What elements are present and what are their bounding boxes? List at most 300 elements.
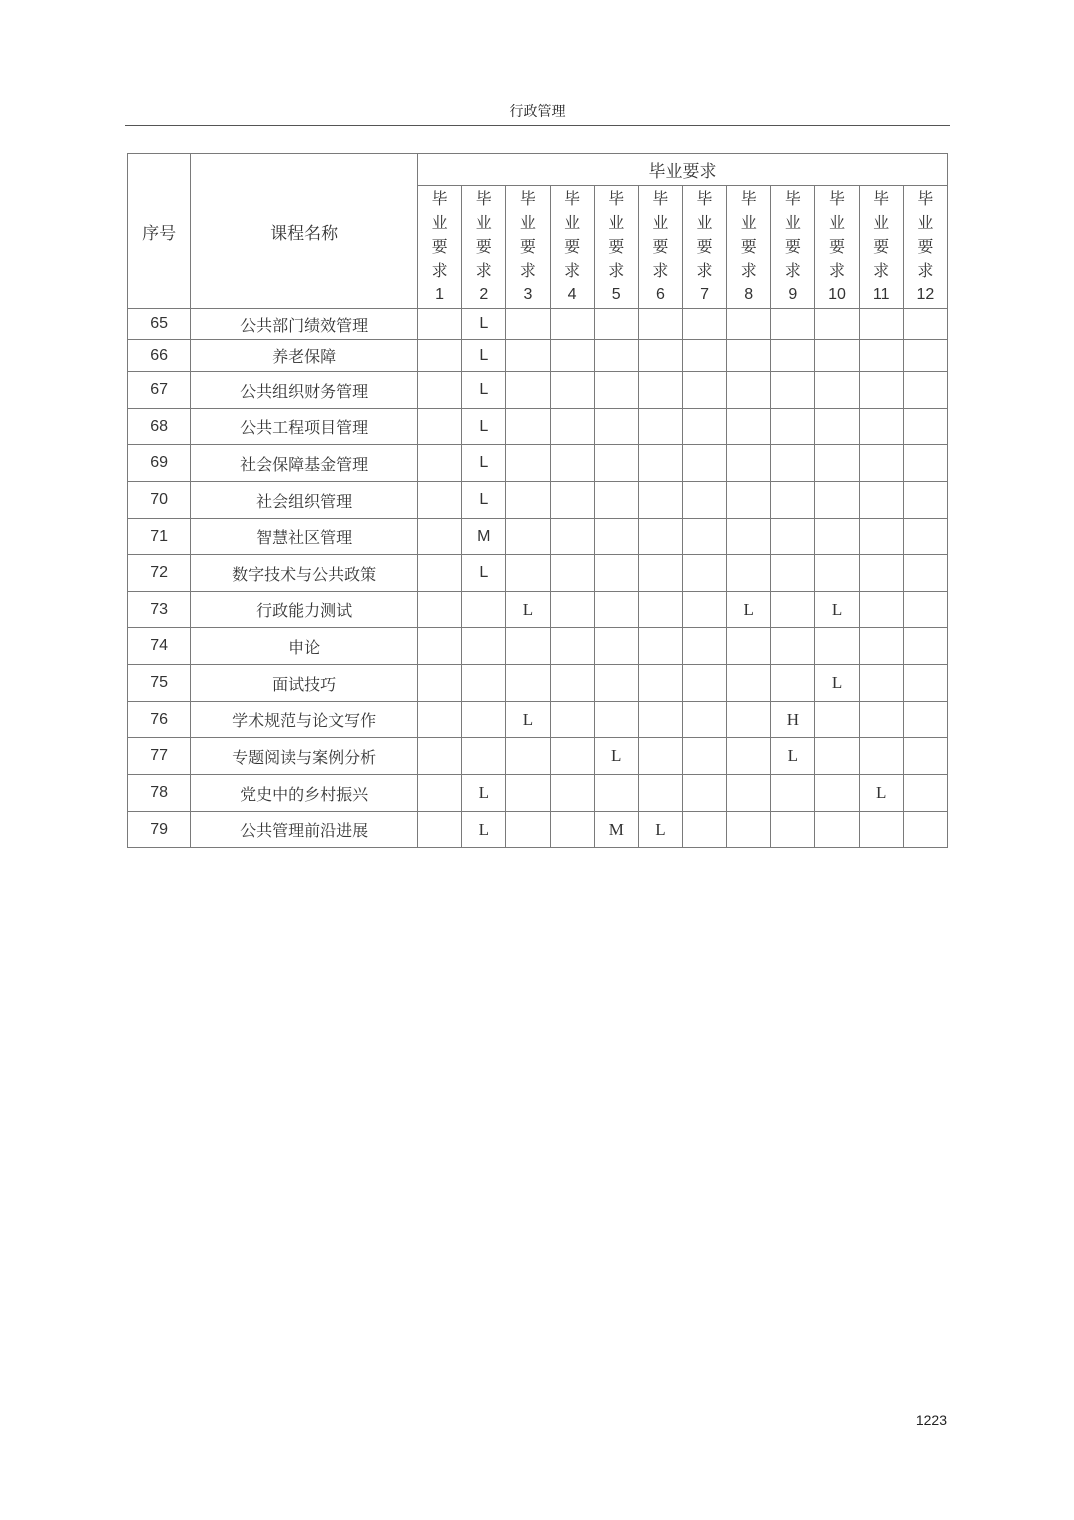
support-level-cell [418, 482, 462, 519]
page-number: 1223 [915, 1412, 947, 1428]
support-level-cell [550, 409, 594, 445]
course-name: 数字技术与公共政策 [191, 555, 418, 592]
support-level-cell [815, 738, 859, 775]
support-level-cell [903, 482, 947, 519]
support-level-cell [418, 555, 462, 592]
support-level-cell [550, 372, 594, 409]
support-level-cell [771, 309, 815, 340]
course-name: 行政能力测试 [191, 592, 418, 628]
support-level-cell [506, 812, 550, 848]
support-level-cell [771, 775, 815, 812]
row-index: 70 [128, 482, 191, 519]
support-level-cell: M [462, 519, 506, 555]
support-level-cell [903, 372, 947, 409]
support-level-cell [418, 340, 462, 372]
support-level-cell [903, 555, 947, 592]
course-name: 专题阅读与案例分析 [191, 738, 418, 775]
support-level-cell [859, 445, 903, 482]
requirement-number: 1 [435, 286, 445, 303]
support-level-cell: L [594, 738, 638, 775]
course-name: 申论 [191, 628, 418, 665]
support-level-cell [506, 309, 550, 340]
support-level-cell [638, 482, 682, 519]
support-level-cell [462, 592, 506, 628]
support-level-cell: L [462, 372, 506, 409]
requirement-label-char: 要 [519, 237, 536, 256]
support-level-cell [638, 592, 682, 628]
document-title: 行政管理 [509, 104, 566, 120]
support-level-cell [462, 628, 506, 665]
support-level-cell [771, 555, 815, 592]
support-level-cell [727, 702, 771, 738]
header-requirement-1 [418, 186, 462, 309]
support-level-cell [462, 738, 506, 775]
requirement-label-char: 毕 [696, 189, 713, 208]
support-level-cell [682, 665, 726, 702]
header-requirement-4 [550, 186, 594, 309]
requirement-label-char: 业 [564, 213, 581, 232]
support-level-cell: L [462, 340, 506, 372]
support-level-cell [594, 775, 638, 812]
support-level-cell [727, 309, 771, 340]
requirement-label-char: 业 [519, 213, 536, 232]
support-level-cell [815, 555, 859, 592]
table-row [128, 482, 948, 519]
support-level-cell [550, 775, 594, 812]
support-level-cell [550, 738, 594, 775]
course-name: 社会保障基金管理 [191, 445, 418, 482]
header-requirement-5 [594, 186, 638, 309]
support-level-cell: L [462, 555, 506, 592]
support-level-cell [859, 812, 903, 848]
requirement-label-char: 要 [696, 237, 713, 256]
support-level-cell [506, 775, 550, 812]
requirement-label-char: 要 [475, 237, 492, 256]
support-level-cell [550, 628, 594, 665]
support-level-cell: L [815, 592, 859, 628]
requirement-number: 8 [744, 286, 754, 303]
support-level-cell [506, 738, 550, 775]
support-level-cell [682, 482, 726, 519]
table-row [128, 372, 948, 409]
support-level-cell [859, 702, 903, 738]
support-level-cell [638, 738, 682, 775]
support-level-cell [594, 702, 638, 738]
header-index: 序号 [128, 154, 191, 309]
support-level-cell [815, 482, 859, 519]
support-level-cell [682, 309, 726, 340]
support-level-cell: L [462, 445, 506, 482]
support-level-cell [594, 445, 638, 482]
support-level-cell [815, 445, 859, 482]
support-level-cell: L [815, 665, 859, 702]
support-level-cell [594, 555, 638, 592]
support-level-cell [859, 372, 903, 409]
support-level-cell [638, 775, 682, 812]
support-level-cell [638, 445, 682, 482]
support-level-cell [859, 592, 903, 628]
support-level-cell [859, 409, 903, 445]
support-level-cell [859, 482, 903, 519]
requirement-label-char: 求 [475, 261, 492, 280]
requirement-number: 12 [916, 286, 935, 303]
support-level-cell [682, 775, 726, 812]
support-level-cell [638, 702, 682, 738]
requirement-label-char: 业 [475, 213, 492, 232]
row-index: 65 [128, 309, 191, 340]
requirement-label-char: 业 [652, 213, 669, 232]
support-level-cell [594, 519, 638, 555]
header-requirement-7 [682, 186, 726, 309]
support-level-cell [682, 738, 726, 775]
requirement-number: 4 [567, 286, 577, 303]
requirement-label-char: 毕 [652, 189, 669, 208]
support-level-cell [462, 702, 506, 738]
support-level-cell [771, 628, 815, 665]
support-level-cell: L [771, 738, 815, 775]
support-level-cell [594, 340, 638, 372]
course-name: 学术规范与论文写作 [191, 702, 418, 738]
requirement-label-char: 业 [740, 213, 757, 232]
requirement-label-char: 求 [608, 261, 625, 280]
support-level-cell [903, 409, 947, 445]
requirement-number: 5 [611, 286, 621, 303]
header-course-name: 课程名称 [191, 154, 418, 309]
support-level-cell: L [462, 309, 506, 340]
support-level-cell [727, 372, 771, 409]
header-graduation-requirements: 毕业要求 [418, 154, 948, 186]
support-level-cell [550, 812, 594, 848]
requirement-label-char: 求 [784, 261, 801, 280]
support-level-cell [638, 309, 682, 340]
support-level-cell [550, 340, 594, 372]
requirement-label-char: 业 [873, 213, 890, 232]
course-name: 公共工程项目管理 [191, 409, 418, 445]
requirement-label-char: 业 [608, 213, 625, 232]
support-level-cell [594, 409, 638, 445]
support-level-cell [771, 482, 815, 519]
requirement-label-char: 毕 [784, 189, 801, 208]
requirement-label-char: 要 [784, 237, 801, 256]
support-level-cell [418, 309, 462, 340]
support-level-cell: H [771, 702, 815, 738]
support-level-cell [903, 702, 947, 738]
table-row [128, 445, 948, 482]
support-level-cell [418, 738, 462, 775]
requirement-label-char: 毕 [475, 189, 492, 208]
support-level-cell [418, 445, 462, 482]
support-level-cell [815, 309, 859, 340]
table-row [128, 702, 948, 738]
support-level-cell [506, 665, 550, 702]
course-name: 公共部门绩效管理 [191, 309, 418, 340]
requirement-label-char: 要 [608, 237, 625, 256]
support-level-cell [727, 775, 771, 812]
requirement-label-char: 求 [696, 261, 713, 280]
header-requirement-6 [638, 186, 682, 309]
support-level-cell [682, 628, 726, 665]
support-level-cell [550, 445, 594, 482]
table-row [128, 738, 948, 775]
table-row [128, 665, 948, 702]
support-level-cell [550, 665, 594, 702]
support-level-cell [594, 665, 638, 702]
requirement-label-char: 毕 [564, 189, 581, 208]
support-level-cell [506, 555, 550, 592]
requirement-label-char: 求 [519, 261, 536, 280]
support-level-cell [815, 372, 859, 409]
course-name: 公共组织财务管理 [191, 372, 418, 409]
header-requirement-12 [903, 186, 947, 309]
support-level-cell [682, 702, 726, 738]
table-row [128, 555, 948, 592]
row-index: 68 [128, 409, 191, 445]
support-level-cell [903, 665, 947, 702]
header-requirement-11 [859, 186, 903, 309]
support-level-cell [506, 628, 550, 665]
support-level-cell [815, 409, 859, 445]
support-level-cell [815, 519, 859, 555]
support-level-cell [418, 775, 462, 812]
row-index: 75 [128, 665, 191, 702]
table-row [128, 309, 948, 340]
support-level-cell [859, 519, 903, 555]
support-level-cell [727, 519, 771, 555]
support-level-cell [506, 519, 550, 555]
support-level-cell [815, 702, 859, 738]
support-level-cell [771, 812, 815, 848]
requirement-label-char: 要 [431, 237, 448, 256]
support-level-cell [682, 592, 726, 628]
support-level-cell [418, 519, 462, 555]
support-level-cell [815, 340, 859, 372]
row-index: 78 [128, 775, 191, 812]
support-level-cell [550, 482, 594, 519]
header-requirement-10 [815, 186, 859, 309]
support-level-cell [771, 340, 815, 372]
support-level-cell [903, 628, 947, 665]
support-level-cell: L [462, 409, 506, 445]
course-name: 面试技巧 [191, 665, 418, 702]
support-level-cell [903, 445, 947, 482]
course-name: 社会组织管理 [191, 482, 418, 519]
support-level-cell [859, 555, 903, 592]
row-index: 77 [128, 738, 191, 775]
support-level-cell [418, 665, 462, 702]
support-level-cell [859, 340, 903, 372]
support-level-cell [550, 702, 594, 738]
table-row [128, 409, 948, 445]
support-level-cell [594, 309, 638, 340]
requirement-number: 9 [788, 286, 798, 303]
support-level-cell [682, 555, 726, 592]
requirement-label-char: 毕 [917, 189, 934, 208]
support-level-cell [506, 482, 550, 519]
support-level-cell [638, 665, 682, 702]
support-level-cell [594, 592, 638, 628]
support-level-cell [771, 372, 815, 409]
support-level-cell [682, 372, 726, 409]
support-level-cell [859, 665, 903, 702]
support-level-cell [727, 555, 771, 592]
row-index: 73 [128, 592, 191, 628]
requirement-label-char: 求 [873, 261, 890, 280]
support-level-cell [418, 628, 462, 665]
support-level-cell [418, 812, 462, 848]
support-level-cell [506, 445, 550, 482]
support-level-cell [727, 812, 771, 848]
support-level-cell [859, 309, 903, 340]
header-requirement-2 [462, 186, 506, 309]
support-level-cell [506, 340, 550, 372]
support-level-cell [903, 738, 947, 775]
support-level-cell [550, 555, 594, 592]
requirement-number: 2 [479, 286, 489, 303]
requirement-label-char: 求 [917, 261, 934, 280]
support-level-cell [771, 592, 815, 628]
support-level-cell [682, 340, 726, 372]
row-index: 79 [128, 812, 191, 848]
support-level-cell [815, 628, 859, 665]
support-level-cell [859, 628, 903, 665]
course-name: 智慧社区管理 [191, 519, 418, 555]
course-name: 公共管理前沿进展 [191, 812, 418, 848]
support-level-cell: L [506, 702, 550, 738]
table-row [128, 519, 948, 555]
requirement-label-char: 要 [652, 237, 669, 256]
row-index: 74 [128, 628, 191, 665]
support-level-cell [727, 738, 771, 775]
course-requirement-matrix [127, 153, 948, 848]
requirement-label-char: 要 [564, 237, 581, 256]
table-row [128, 812, 948, 848]
requirement-label-char: 求 [564, 261, 581, 280]
support-level-cell [682, 519, 726, 555]
table-row [128, 628, 948, 665]
support-level-cell [550, 309, 594, 340]
support-level-cell [815, 775, 859, 812]
requirement-number: 6 [655, 286, 665, 303]
requirement-label-char: 业 [917, 213, 934, 232]
requirement-label-char: 要 [829, 237, 846, 256]
support-level-cell [506, 372, 550, 409]
requirement-label-char: 毕 [519, 189, 536, 208]
support-level-cell [903, 592, 947, 628]
support-level-cell [418, 409, 462, 445]
support-level-cell [682, 409, 726, 445]
requirement-label-char: 求 [652, 261, 669, 280]
support-level-cell [638, 340, 682, 372]
requirement-label-char: 求 [740, 261, 757, 280]
support-level-cell [594, 482, 638, 519]
requirement-label-char: 要 [873, 237, 890, 256]
support-level-cell [903, 340, 947, 372]
running-header [125, 100, 950, 126]
support-level-cell [638, 372, 682, 409]
support-level-cell: L [506, 592, 550, 628]
support-level-cell [594, 372, 638, 409]
requirement-label-char: 业 [829, 213, 846, 232]
header-requirement-3 [506, 186, 550, 309]
support-level-cell [771, 665, 815, 702]
row-index: 76 [128, 702, 191, 738]
support-level-cell [682, 812, 726, 848]
support-level-cell [550, 519, 594, 555]
support-level-cell [506, 409, 550, 445]
support-level-cell: L [638, 812, 682, 848]
requirement-label-char: 毕 [608, 189, 625, 208]
support-level-cell: L [462, 775, 506, 812]
requirement-label-char: 毕 [829, 189, 846, 208]
row-index: 69 [128, 445, 191, 482]
table-row [128, 775, 948, 812]
row-index: 67 [128, 372, 191, 409]
header-requirement-8 [727, 186, 771, 309]
support-level-cell [638, 555, 682, 592]
support-level-cell [682, 445, 726, 482]
requirement-label-char: 业 [784, 213, 801, 232]
row-index: 66 [128, 340, 191, 372]
support-level-cell [727, 340, 771, 372]
support-level-cell [903, 775, 947, 812]
support-level-cell [638, 409, 682, 445]
requirement-number: 10 [828, 286, 846, 303]
row-index: 71 [128, 519, 191, 555]
support-level-cell [727, 628, 771, 665]
requirement-number: 3 [523, 286, 533, 303]
requirement-number: 11 [872, 286, 890, 303]
support-level-cell [903, 812, 947, 848]
requirement-label-char: 业 [431, 213, 448, 232]
requirement-label-char: 要 [740, 237, 757, 256]
support-level-cell [859, 738, 903, 775]
requirement-label-char: 求 [431, 261, 448, 280]
requirement-label-char: 毕 [873, 189, 890, 208]
support-level-cell [903, 519, 947, 555]
row-index: 72 [128, 555, 191, 592]
support-level-cell: M [594, 812, 638, 848]
requirement-label-char: 求 [829, 261, 846, 280]
table-row [128, 340, 948, 372]
requirement-label-char: 要 [917, 237, 934, 256]
support-level-cell [727, 409, 771, 445]
support-level-cell [638, 519, 682, 555]
table-row [128, 592, 948, 628]
support-level-cell [727, 445, 771, 482]
support-level-cell [771, 409, 815, 445]
support-level-cell [771, 519, 815, 555]
support-level-cell [638, 628, 682, 665]
support-level-cell: L [462, 812, 506, 848]
support-level-cell [771, 445, 815, 482]
requirement-label-char: 业 [696, 213, 713, 232]
support-level-cell [815, 812, 859, 848]
support-level-cell [418, 372, 462, 409]
support-level-cell [462, 665, 506, 702]
course-name: 党史中的乡村振兴 [191, 775, 418, 812]
course-name: 养老保障 [191, 340, 418, 372]
support-level-cell [594, 628, 638, 665]
requirement-number: 7 [700, 286, 709, 303]
support-level-cell [550, 592, 594, 628]
support-level-cell: L [727, 592, 771, 628]
requirement-label-char: 毕 [740, 189, 757, 208]
support-level-cell: L [859, 775, 903, 812]
header-requirement-9 [771, 186, 815, 309]
support-level-cell [727, 665, 771, 702]
support-level-cell: L [462, 482, 506, 519]
support-level-cell [903, 309, 947, 340]
